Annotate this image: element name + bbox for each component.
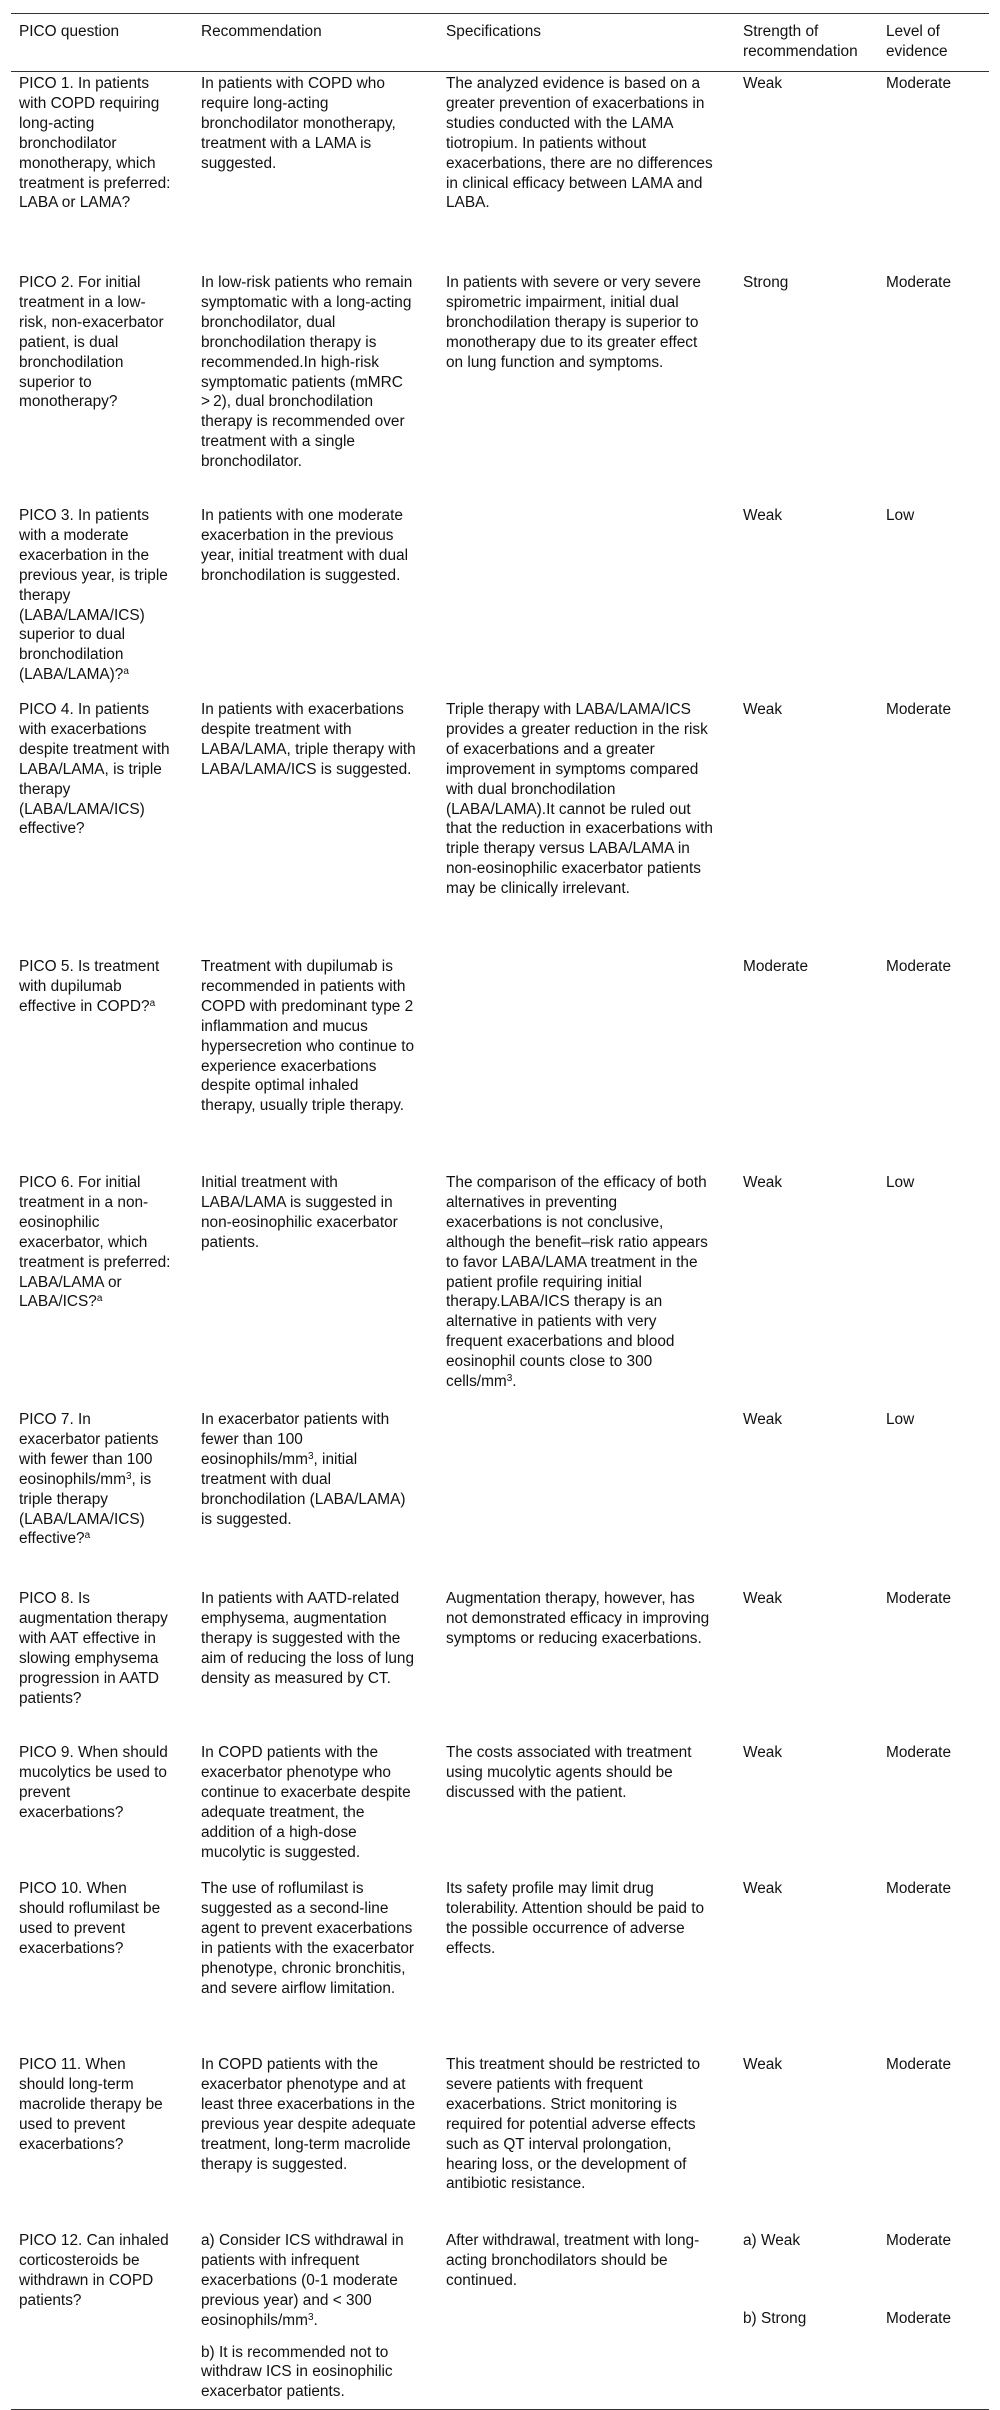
evidence-cell: Moderate (886, 75, 952, 92)
pico-question-cell: PICO 9. When should mucolytics be used to prevent exacerbations? (19, 1744, 168, 1821)
specifications-cell (438, 1408, 735, 1587)
evidence-a: Moderate (886, 2232, 952, 2249)
strength-cell: Weak (743, 1744, 783, 1761)
evidence-cell: Low (886, 507, 915, 524)
strength-cell: Weak (743, 2056, 783, 2073)
evidence-cell: Low (886, 1411, 915, 1428)
table-row (11, 955, 989, 1171)
footnote-marker: a (96, 1293, 103, 1305)
pico-question-cell: PICO 10. When should roflumilast be used to prevent exacerbations? (19, 1880, 161, 1957)
specifications-cell (438, 955, 735, 1171)
table-row (11, 1171, 989, 1408)
recommendation-cell (193, 2229, 438, 2410)
table-row (11, 698, 989, 955)
recommendation-b: b) It is recommended not to withdraw ICS in eosinophilic exacerbator patients. (201, 2343, 393, 2401)
specifications-cell: In patients with severe or very severe spirometric impairment, initial dual bronchodilation therapy is superior to monotherapy due to its greater effect on lung function and symptoms. (446, 274, 701, 371)
specifications-tail: . (512, 1373, 517, 1391)
pico-question-cell: PICO 11. When should long-term macrolide therapy be used to prevent exacerbations? (19, 2056, 163, 2153)
recommendation-text-continued: , initial treatment with dual bronchodilation (LABA/LAMA) is suggested. (201, 1450, 406, 1528)
pico-question-cell (11, 955, 193, 1171)
recommendation-cell: In COPD patients with the exacerbator phenotype who continue to exacerbate despite adequate treatment, the addition of a high-dose mucolytic is suggested. (201, 1744, 411, 1861)
recommendation-cell: In patients with AATD-related emphysema, augmentation therapy is suggested with the aim of reducing the loss of lung density as measured by CT. (201, 1590, 415, 1687)
pico-recommendations-table (11, 13, 989, 2410)
table-row (11, 1877, 989, 2053)
superscript: 3 (307, 2311, 314, 2323)
evidence-b: Moderate (886, 2309, 952, 2327)
table-row (11, 1741, 989, 1877)
specifications-cell: This treatment should be restricted to severe patients with frequent exacerbations. Strict monitoring is required for potential adverse effects such as QT interval prolongation, hearing loss, or the development of antibiotic resistance. (446, 2056, 701, 2193)
specifications-cell: Its safety profile may limit drug tolerability. Attention should be paid to the possible occurrence of adverse effects. (446, 1880, 705, 1957)
strength-cell: Weak (743, 75, 783, 92)
table-header-row (11, 14, 989, 72)
table-row (11, 1408, 989, 1587)
table-row (11, 1587, 989, 1741)
header-recommendation: Recommendation (201, 23, 322, 40)
strength-cell: Weak (743, 1590, 783, 1607)
evidence-cell: Moderate (886, 701, 952, 718)
specifications-cell: Triple therapy with LABA/LAMA/ICS provides a greater reduction in the risk of exacerbations and a greater improvement in symptoms compared with dual bronchodilation (LABA/LAMA).It cannot be ruled out that the reduction in exacerbations with triple therapy versus LABA/LAMA in non-eosinophilic exacerbator patients may be clinically irrelevant. (446, 701, 713, 898)
specifications-cell (438, 504, 735, 698)
strength-cell: Weak (743, 1880, 783, 1897)
pico-question-cell: PICO 4. In patients with exacerbations despite treatment with LABA/LAMA, is triple therapy (LABA/LAMA/ICS) effective? (19, 701, 170, 838)
question-text: PICO 3. In patients with a moderate exacerbation in the previous year, is triple therapy (LABA/LAMA/ICS) superior to dual bronchodilation (LABA/LAMA)? (19, 507, 168, 684)
strength-cell (735, 2229, 878, 2410)
evidence-cell: Moderate (886, 958, 952, 975)
header-level-of-evidence: Level of evidence (886, 23, 948, 60)
header-specifications: Specifications (446, 23, 541, 40)
specifications-cell: Augmentation therapy, however, has not demonstrated efficacy in improving symptoms or reducing exacerbations. (446, 1590, 710, 1647)
pico-question-cell: PICO 12. Can inhaled corticosteroids be withdrawn in COPD patients? (19, 2232, 169, 2309)
question-text-continued: , is triple therapy (LABA/LAMA/ICS) effective? (19, 1470, 152, 1548)
recommendation-cell: The use of roflumilast is suggested as a second-line agent to prevent exacerbations in patients with the exacerbator phenotype, chronic bronchitis, and severe airflow limitation. (201, 1880, 415, 1997)
table-row (11, 72, 989, 272)
evidence-cell (878, 2229, 989, 2410)
pico-question-cell: PICO 8. Is augmentation therapy with AAT effective in slowing emphysema progression in AATD patients? (19, 1590, 168, 1707)
recommendation-cell: In patients with exacerbations despite treatment with LABA/LAMA, triple therapy with LABA/LAMA/ICS is suggested. (201, 701, 416, 778)
recommendation-cell: In patients with one moderate exacerbation in the previous year, initial treatment with dual bronchodilation is suggested. (201, 507, 409, 584)
recommendation-cell: In low-risk patients who remain symptomatic with a long-acting bronchodilator, dual bronchodilation therapy is recommended.In high-risk symptomatic patients (mMRC > 2), dual bronchodilation therapy is recommended over treatment with a single bronchodilator. (201, 274, 413, 471)
table-row (11, 504, 989, 698)
specifications-cell: The analyzed evidence is based on a greater prevention of exacerbations in studies conducted with the LAMA tiotropium. In patients without exacerbations, there are no differences in clinical efficacy between LAMA and LABA. (446, 75, 713, 212)
superscript: 3 (307, 1450, 314, 1462)
evidence-cell: Low (886, 1174, 915, 1191)
superscript: 3 (125, 1470, 132, 1482)
recommendation-a-text: a) Consider ICS withdrawal in patients with infrequent exacerbations (0-1 moderate previous year) and < 300 eosinophils/mm (201, 2232, 404, 2329)
question-text: PICO 6. For initial treatment in a non-eosinophilic exacerbator, which treatment is preferred: LABA/LAMA or LABA/ICS? (19, 1174, 171, 1311)
pico-question-cell (11, 1171, 193, 1408)
pico-question-cell (11, 504, 193, 698)
recommendation-a-tail: . (313, 2311, 318, 2329)
recommendation-cell (193, 1408, 438, 1587)
recommendation-a (201, 2231, 416, 2331)
table-row (11, 2229, 989, 2410)
evidence-cell: Moderate (886, 1744, 952, 1761)
specifications-cell: The costs associated with treatment using mucolytic agents should be discussed with the patient. (446, 1744, 692, 1801)
question-text: PICO 5. Is treatment with dupilumab effective in COPD? (19, 958, 160, 1015)
footnote-marker: a (123, 666, 129, 678)
strength-cell: Weak (743, 1174, 783, 1191)
strength-cell: Weak (743, 1411, 783, 1428)
superscript: 3 (506, 1373, 513, 1385)
strength-cell: Weak (743, 507, 783, 524)
question-text: PICO 7. In exacerbator patients with fewer than 100 eosinophils/mm (19, 1411, 159, 1488)
footnote-marker: a (84, 1530, 91, 1542)
table-row (11, 2053, 989, 2229)
strength-cell: Weak (743, 701, 783, 718)
recommendation-cell: In patients with COPD who require long-acting bronchodilator monotherapy, treatment with a LAMA is suggested. (201, 75, 396, 172)
recommendation-cell: Initial treatment with LABA/LAMA is suggested in non-eosinophilic exacerbator patients. (201, 1174, 398, 1251)
table-row (11, 271, 989, 504)
evidence-cell: Moderate (886, 2056, 952, 2073)
recommendation-cell: Treatment with dupilumab is recommended in patients with COPD with predominant type 2 inflammation and mucus hypersecretion who continue to experience exacerbations despite optimal inhaled therapy, usually triple therapy. (201, 958, 415, 1115)
pico-question-cell: PICO 1. In patients with COPD requiring long-acting bronchodilator monotherapy, which treatment is preferred: LABA or LAMA? (19, 75, 171, 212)
pico-question-cell: PICO 2. For initial treatment in a low-risk, non-exacerbator patient, is dual bronchodilation superior to monotherapy? (19, 274, 164, 411)
header-strength: Strength of recommendation (743, 23, 858, 60)
specifications-text: The comparison of the efficacy of both alternatives in preventing exacerbations is not conclusive, although the benefit–risk ratio appears to favor LABA/LAMA treatment in the patient profile requiring initial therapy.LABA/ICS therapy is an alternative in patients with very frequent exacerbations and blood eosinophil counts close to 300 cells/mm (446, 1174, 708, 1391)
evidence-cell: Moderate (886, 1590, 952, 1607)
pico-question-cell (11, 1408, 193, 1587)
specifications-cell (438, 1171, 735, 1408)
evidence-cell: Moderate (886, 1880, 952, 1897)
header-pico-question: PICO question (19, 23, 120, 40)
specifications-cell: After withdrawal, treatment with long-acting bronchodilators should be continued. (446, 2232, 700, 2289)
footnote-marker: a (149, 997, 156, 1009)
evidence-cell: Moderate (886, 274, 952, 291)
strength-cell: Strong (743, 274, 789, 291)
recommendation-cell: In COPD patients with the exacerbator phenotype and at least three exacerbations in the previous year despite adequate treatment, long-term macrolide therapy is suggested. (201, 2056, 416, 2173)
strength-cell: Moderate (743, 958, 809, 975)
recommendation-text: In exacerbator patients with fewer than 100 eosinophils/mm (201, 1411, 390, 1468)
strength-b: b) Strong (743, 2309, 807, 2327)
strength-a: a) Weak (743, 2232, 801, 2249)
